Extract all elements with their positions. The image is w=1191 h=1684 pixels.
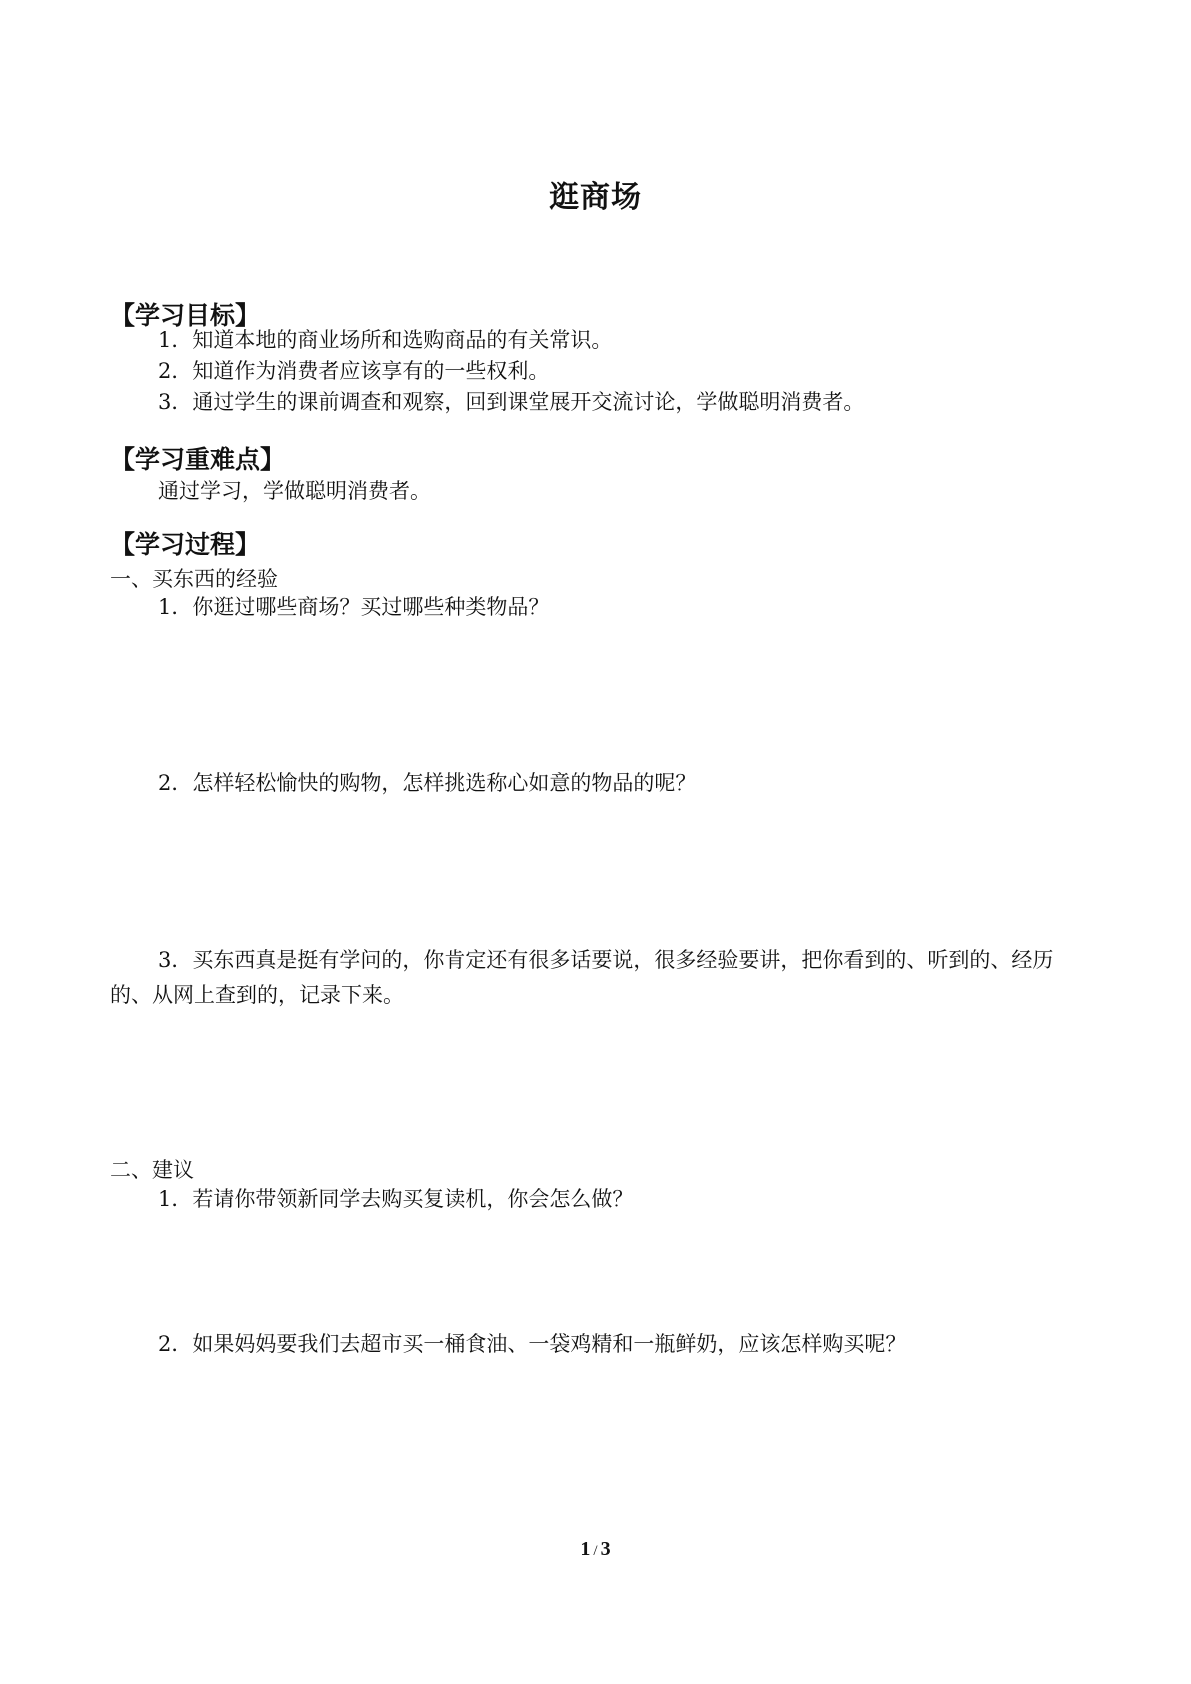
- page-number: [0, 1538, 1191, 1561]
- key-points-heading: 【学习重难点】: [110, 445, 286, 474]
- objectives-heading: 【学习目标】: [110, 301, 261, 330]
- page-title: 逛商场: [549, 180, 642, 215]
- process-heading: 【学习过程】: [110, 530, 261, 559]
- section-2-question-2: 2．如果妈妈要我们去超市买一桶食油、一袋鸡精和一瓶鲜奶，应该怎样购买呢？: [158, 1332, 907, 1356]
- key-points-text: 通过学习，学做聪明消费者。: [158, 479, 431, 503]
- section-1-question-2: 2．怎样轻松愉快的购物，怎样挑选称心如意的物品的呢？: [158, 771, 697, 795]
- total-pages-number: 3: [600, 1538, 611, 1560]
- section-2-question-1: 1．若请你带领新同学去购买复读机，你会怎么做？: [158, 1187, 634, 1211]
- page-separator: /: [593, 1543, 598, 1559]
- objective-item-3: 3．通过学生的课前调查和观察，回到课堂展开交流讨论，学做聪明消费者。: [158, 390, 865, 414]
- current-page-number: 1: [580, 1538, 591, 1560]
- section-1-question-3: 3．买东西真是挺有学问的，你肯定还有很多话要说，很多经验要讲，把你看到的、听到的、经历的、从网上查到的，记录下来。: [110, 948, 1054, 1007]
- section-2-title: 二、建议: [110, 1158, 194, 1182]
- objective-item-1: 1．知道本地的商业场所和选购商品的有关常识。: [158, 328, 613, 352]
- section-1-question-1: 1．你逛过哪些商场？买过哪些种类物品？: [158, 595, 550, 619]
- objective-item-2: 2．知道作为消费者应该享有的一些权利。: [158, 359, 550, 383]
- section-1-title: 一、买东西的经验: [110, 567, 278, 591]
